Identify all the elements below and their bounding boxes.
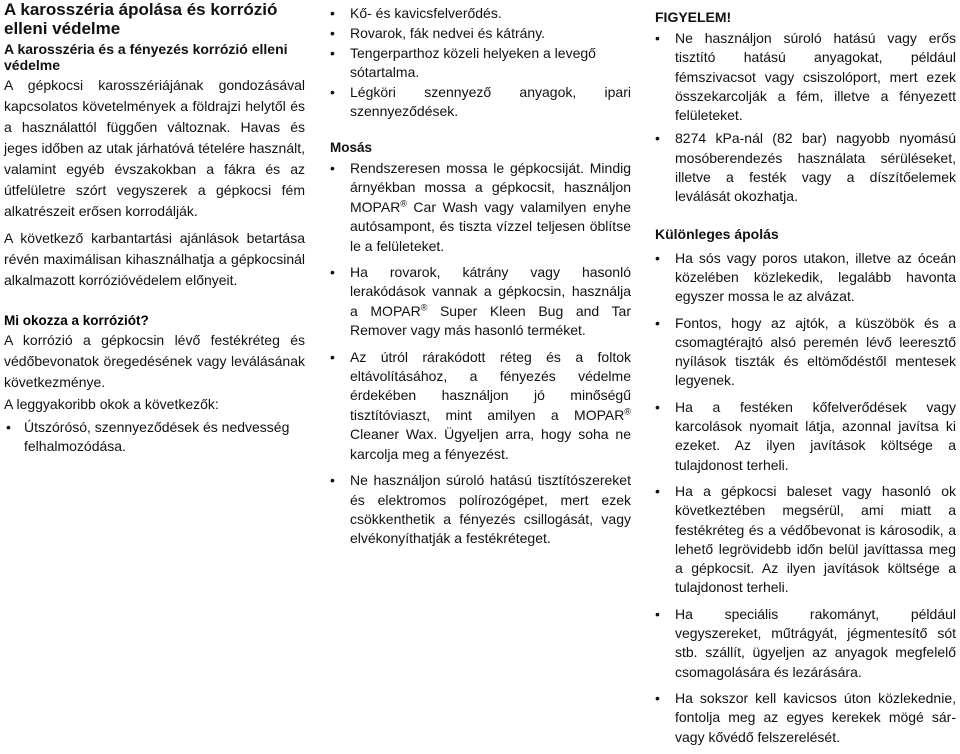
list-item: • Ha sós vagy poros utakon, illetve az óceán közelében közlekedik, legalább havonta egyszer mossa le az alvázat. bbox=[655, 249, 956, 307]
wash-text: Car Wash vagy valamilyen enyhe autósampont, és tiszta vízzel teljesen öblítse le a felületeket. bbox=[350, 198, 631, 254]
list-item: • Rovarok, fák nedvei és kátrány. bbox=[330, 24, 631, 43]
wash-text: Super Kleen Bug and Tar Remover vagy más hasonló terméket. bbox=[350, 302, 632, 339]
list-item: • Útszórósó, szennyeződések és nedvesség felhalmozódása. bbox=[4, 418, 305, 456]
registered-mark: ® bbox=[420, 302, 428, 313]
causes-intro: A leggyakoribb okok a következők: bbox=[4, 396, 219, 412]
wash-text: Az útról rárakódott réteg és a foltok eltávolításához, a fényezés védelme érdekében használjon jó minőségű tisztítóviaszt, mint amilyen a MOPAR bbox=[350, 348, 631, 423]
list-item: • Ne használjon súroló hatású vagy erős tisztító hatású anyagokat, például fémszivacsot vagy csiszolóport, mert ezek összekarcolják a fém, illetve a fényezett felületeket. bbox=[655, 29, 956, 125]
washing-list bbox=[330, 159, 631, 549]
registered-mark: ® bbox=[624, 406, 631, 417]
list-item: • Ha a festéken kőfelverődések vagy karcolások nyomait látja, azonnal javítsa ki ezeket. Az ilyen javítások költsége a tulajdonost terheli. bbox=[655, 398, 956, 475]
intro-paragraph: A gépkocsi karosszériájának gondozásával kapcsolatos követelmények a földrajzi helytől és a használattól függően változnak. Havas és jeges időben az utak járhatóvá tételére használt, valamint egyéb évszakokban a fákra és az útfelületre szórt vegyszerek a gépkocsi fém alkatrészeit erősen korrodálják. bbox=[4, 77, 305, 219]
list-item bbox=[330, 263, 631, 341]
corrosion-paragraph: A korrózió a gépkocsin lévő festékréteg és védőbevonatok öregedésének vagy leválásának következménye. bbox=[4, 332, 305, 390]
wash-text: Rendszeresen mossa le gépkocsiját. Mindig árnyékban mossa a gépkocsit, használjon MOPAR bbox=[350, 160, 631, 215]
list-item: • Ha speciális rakományt, például vegyszereket, műtrágyát, jégmentesítő sót stb. szállít, ügyeljen az anyagok megfelelő csomagolására és lezárására. bbox=[655, 605, 956, 682]
causes-list-continued bbox=[330, 4, 631, 121]
list-item: • Fontos, hogy az ajtók, a küszöbök és a csomagtérajtó alsó peremén lévő leeresztő nyílások tiszták és eltömődéstől mentesek legyenek. bbox=[655, 314, 956, 391]
page-title: A karosszéria ápolása és korrózió elleni védelme bbox=[4, 0, 278, 38]
list-item: • Ha sokszor kell kavicsos úton közlekednie, fontolja meg az egyes kerekek mögé sár-vagy kővédő felszerelését. bbox=[655, 689, 956, 747]
registered-mark: ® bbox=[400, 198, 407, 209]
list-item: • Kő- és kavicsfelverődés. bbox=[330, 4, 631, 23]
list-item: • Tengerparthoz közeli helyeken a levegő sótartalma. bbox=[330, 44, 631, 82]
column-1 bbox=[4, 0, 305, 461]
causes-list bbox=[4, 418, 305, 456]
column-2 bbox=[330, 0, 631, 556]
list-item: • Ha a gépkocsi baleset vagy hasonló ok következtében megsérül, ami miatt a festékréteg és a védőbevonat is károsodik, a lehető legrövidebb időn belül javíttassa meg a gépkocsit. Az ilyen javítások költsége a tulajdonost terheli. bbox=[655, 482, 956, 598]
warning-title: FIGYELEM! bbox=[655, 9, 732, 25]
section-heading-special-care: Különleges ápolás bbox=[655, 225, 779, 242]
list-item bbox=[330, 159, 631, 256]
wash-text: Ha rovarok, kátrány vagy hasonló lerakódások vannak a gépkocsin, használja a MOPAR bbox=[350, 264, 631, 319]
wash-text: Cleaner Wax. Ügyeljen arra, hogy soha ne karcolja meg a fényezést. bbox=[350, 426, 631, 462]
subtitle: A karosszéria és a fényezés korrózió elleni védelme bbox=[4, 41, 288, 73]
section-heading-washing: Mosás bbox=[330, 140, 373, 155]
section-heading-corrosion: Mi okozza a korróziót? bbox=[4, 313, 149, 328]
list-item bbox=[330, 348, 631, 464]
list-item: • Ne használjon súroló hatású tisztítószereket és elektromos polírozógépet, mert ezek csökkenthetik a fényezés csillogását, vagy elvékonyíthatják a festékréteget. bbox=[330, 471, 631, 549]
warning-list bbox=[655, 29, 956, 207]
column-3 bbox=[655, 0, 956, 754]
recommendation-paragraph: A következő karbantartási ajánlások betartása révén maximálisan kihasználhatja a gépkocsinál alkalmazott korrózióvédelem előnyeit. bbox=[4, 230, 305, 288]
special-care-list bbox=[655, 249, 956, 747]
list-item: • 8274 kPa-nál (82 bar) nagyobb nyomású mosóberendezés használata sérüléseket, illetve a festék vagy a díszítőelemek leválását okozhatja. bbox=[655, 129, 956, 206]
list-item: • Légköri szennyező anyagok, ipari szennyeződések. bbox=[330, 83, 631, 121]
